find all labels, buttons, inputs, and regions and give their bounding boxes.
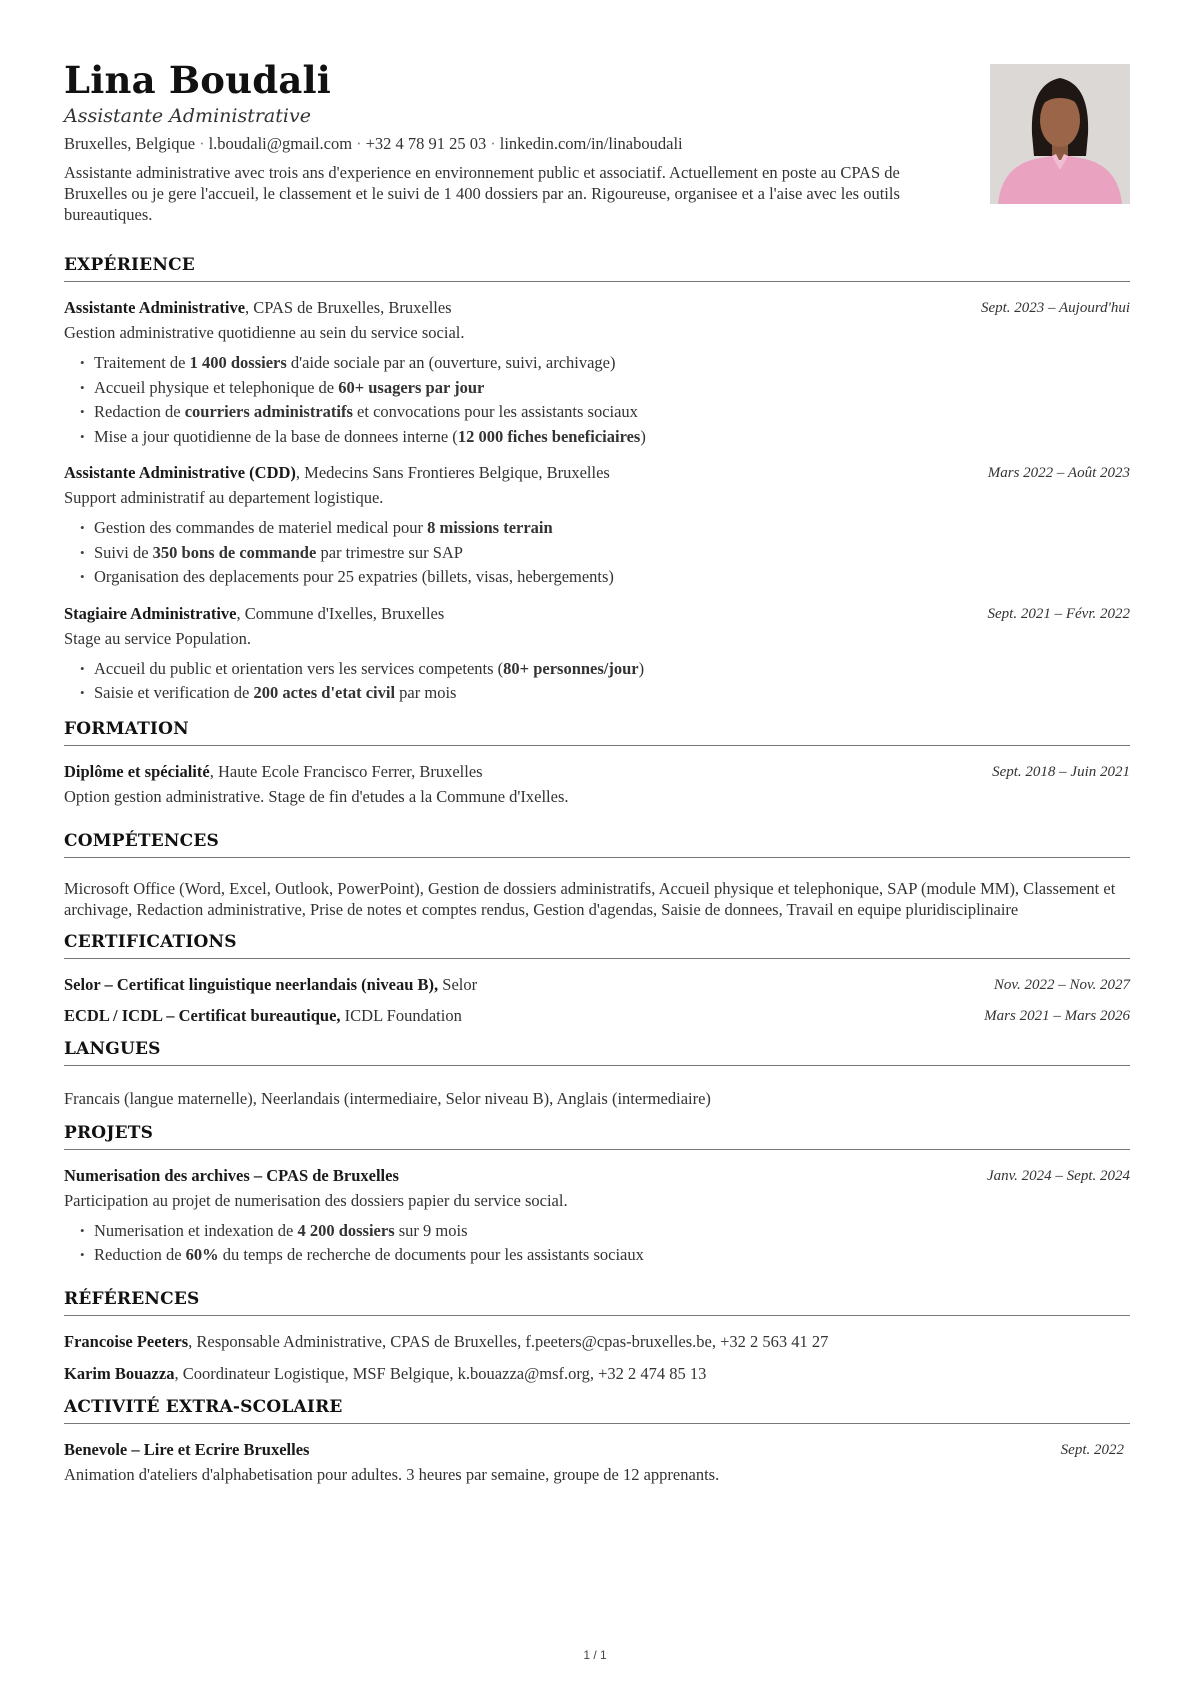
phone: +32 4 78 91 25 03 bbox=[365, 134, 487, 153]
entry-date: Mars 2021 – Mars 2026 bbox=[984, 1007, 1130, 1024]
employer: , CPAS de Bruxelles, Bruxelles bbox=[245, 298, 452, 317]
job-title: Assistante Administrative bbox=[64, 298, 246, 317]
school: , Haute Ecole Francisco Ferrer, Bruxelles bbox=[209, 761, 483, 781]
list-item: • Redaction de courriers administratifs et convocations pour les assistants sociaux bbox=[80, 400, 1130, 425]
entry-description: Animation d'ateliers d'alphabetisation pour adultes. 3 heures par semaine, groupe de 12 apprenants. bbox=[64, 1464, 720, 1484]
separator: · bbox=[199, 134, 205, 153]
entry-date: Nov. 2022 – Nov. 2027 bbox=[993, 976, 1130, 993]
certifications-section bbox=[64, 931, 1130, 1027]
languages-text: Francais (langue maternelle), Neerlandais (intermediaire, Selor niveau B), Anglais (intermediaire) bbox=[64, 1088, 711, 1108]
certification-entry bbox=[64, 974, 1130, 996]
certification-entry bbox=[64, 1005, 1130, 1027]
entry-heading bbox=[64, 1165, 1130, 1187]
formation-section bbox=[64, 718, 1130, 808]
list-item: • Numerisation et indexation de 4 200 dossiers sur 9 mois bbox=[80, 1219, 1130, 1244]
entry-heading bbox=[64, 603, 1130, 625]
employer: , Medecins Sans Frontieres Belgique, Bruxelles bbox=[295, 463, 610, 482]
profile-summary: Assistante administrative avec trois ans d'experience en environnement public et associatif. Actuellement en poste au CPAS de Bruxelles ou je gere l'accueil, le classement et le suivi de 1 400 dossiers par an. Rigoureuse, organisee et a l'aise avec les outils bureautiques. bbox=[64, 163, 900, 224]
reference-detail: , Coordinateur Logistique, MSF Belgique, k.bouazza@msf.org, +32 2 474 85 13 bbox=[174, 1363, 707, 1383]
page-number: 1 / 1 bbox=[583, 1648, 607, 1662]
entry-heading bbox=[64, 974, 1130, 996]
achievement-list bbox=[64, 516, 1130, 590]
entry-heading bbox=[64, 1439, 1130, 1461]
profile-photo bbox=[990, 64, 1130, 204]
certification-title: Selor – Certificat linguistique neerlandais (niveau B), bbox=[64, 974, 439, 994]
entry-description: Gestion administrative quotidienne au sein du service social. bbox=[64, 323, 465, 342]
certification-title: ECDL / ICDL – Certificat bureautique, bbox=[64, 1005, 341, 1025]
formation-entry bbox=[64, 761, 1130, 808]
entry-date: Sept. 2021 – Févr. 2022 bbox=[987, 605, 1130, 622]
list-item: • Mise a jour quotidienne de la base de donnees interne (12 000 fiches beneficiaires) bbox=[80, 425, 1130, 450]
list-item: • Reduction de 60% du temps de recherche de documents pour les assistants sociaux bbox=[80, 1243, 1130, 1268]
entry-heading bbox=[64, 1005, 1130, 1027]
entry-heading bbox=[64, 761, 1130, 783]
separator: · bbox=[356, 134, 362, 153]
list-item: • Suivi de 350 bons de commande par trimestre sur SAP bbox=[80, 541, 1130, 566]
reference-name: Karim Bouazza bbox=[64, 1363, 175, 1383]
reference-entry bbox=[64, 1331, 1130, 1353]
entry-description: Option gestion administrative. Stage de fin d'etudes a la Commune d'Ixelles. bbox=[64, 786, 569, 806]
entry-date: Sept. 2018 – Juin 2021 bbox=[992, 763, 1130, 780]
resume-header bbox=[64, 58, 1130, 254]
project-title: Numerisation des archives – CPAS de Bruxelles bbox=[64, 1165, 399, 1185]
reference-entry bbox=[64, 1363, 1130, 1385]
entry-heading bbox=[64, 462, 1130, 484]
extra-entry bbox=[64, 1439, 1130, 1486]
degree-title: Diplôme et spécialité bbox=[64, 761, 210, 781]
entry-heading bbox=[64, 1331, 1130, 1353]
entry-date: Sept. 2023 – Aujourd'hui bbox=[980, 300, 1130, 316]
section-title-competences: COMPÉTENCES bbox=[64, 830, 1130, 858]
entry-description: Support administratif au departement logistique. bbox=[64, 488, 384, 507]
section-title-extra: ACTIVITÉ EXTRA-SCOLAIRE bbox=[64, 1396, 1130, 1424]
section-title-projets: PROJETS bbox=[64, 1122, 1130, 1150]
activity-title: Benevole – Lire et Ecrire Bruxelles bbox=[64, 1439, 310, 1459]
entry-description: Participation au projet de numerisation des dossiers papier du service social. bbox=[64, 1190, 568, 1210]
entry-heading bbox=[64, 297, 1130, 319]
projets-section bbox=[64, 1122, 1130, 1268]
section-title-certifications: CERTIFICATIONS bbox=[64, 931, 1130, 959]
section-title-references: RÉFÉRENCES bbox=[64, 1288, 1130, 1316]
project-entry bbox=[64, 1165, 1130, 1268]
entry-date: Sept. 2022 bbox=[1060, 1441, 1124, 1458]
section-title-langues: LANGUES bbox=[64, 1038, 1130, 1066]
achievement-list bbox=[64, 351, 1130, 449]
skills-text: Microsoft Office (Word, Excel, Outlook, PowerPoint), Gestion de dossiers administratifs, Accueil physique et telephonique, SAP (module MM), Classement et archivage, Redaction administrative, Prise de notes et comptes rendus, Gestion d'agendas, Saisie de donnees, Travail en equipe pluridisciplinaire bbox=[64, 878, 1116, 919]
email-link[interactable]: l.boudali@gmail.com bbox=[208, 134, 353, 153]
candidate-name: Lina Boudali bbox=[64, 58, 332, 102]
competences-section bbox=[64, 830, 1130, 920]
job-title: Stagiaire Administrative bbox=[64, 603, 237, 623]
issuer: Selor bbox=[438, 974, 478, 994]
resume-page bbox=[64, 58, 1130, 1486]
experience-entry bbox=[64, 603, 1130, 706]
references-section bbox=[64, 1288, 1130, 1385]
langues-section bbox=[64, 1038, 1130, 1109]
list-item: • Accueil physique et telephonique de 60+ usagers par jour bbox=[80, 376, 1130, 401]
portrait-image bbox=[990, 64, 1130, 204]
list-item: • Accueil du public et orientation vers les services competents (80+ personnes/jour) bbox=[80, 657, 1130, 682]
reference-detail: , Responsable Administrative, CPAS de Bruxelles, f.peeters@cpas-bruxelles.be, +32 2 563 41 27 bbox=[188, 1331, 829, 1351]
employer: , Commune d'Ixelles, Bruxelles bbox=[236, 603, 445, 623]
list-item: • Saisie et verification de 200 actes d'etat civil par mois bbox=[80, 681, 1130, 706]
separator: · bbox=[490, 134, 496, 153]
linkedin-link[interactable]: linkedin.com/in/linaboudali bbox=[499, 134, 683, 153]
list-item: • Traitement de 1 400 dossiers d'aide sociale par an (ouverture, suivi, archivage) bbox=[80, 351, 1130, 376]
entry-heading bbox=[64, 1363, 1130, 1385]
reference-name: Francoise Peeters bbox=[64, 1331, 189, 1351]
issuer: ICDL Foundation bbox=[340, 1005, 462, 1025]
experience-section bbox=[64, 254, 1130, 706]
section-title-formation: FORMATION bbox=[64, 718, 1130, 746]
job-title: Assistante Administrative (CDD) bbox=[64, 463, 296, 482]
section-title-experience: EXPÉRIENCE bbox=[64, 254, 1130, 282]
contact-line bbox=[64, 133, 1130, 155]
list-item: • Organisation des deplacements pour 25 expatries (billets, visas, hebergements) bbox=[80, 565, 1130, 590]
extra-section bbox=[64, 1396, 1130, 1486]
experience-entry bbox=[64, 462, 1130, 590]
candidate-role: Assistante Administrative bbox=[64, 105, 311, 127]
entry-description: Stage au service Population. bbox=[64, 628, 251, 648]
entry-date: Mars 2022 – Août 2023 bbox=[987, 465, 1130, 481]
achievement-list bbox=[64, 657, 1130, 706]
achievement-list bbox=[64, 1219, 1130, 1268]
entry-date: Janv. 2024 – Sept. 2024 bbox=[986, 1167, 1130, 1184]
list-item: • Gestion des commandes de materiel medical pour 8 missions terrain bbox=[80, 516, 1130, 541]
experience-entry bbox=[64, 297, 1130, 449]
location: Bruxelles, Belgique bbox=[64, 134, 196, 153]
